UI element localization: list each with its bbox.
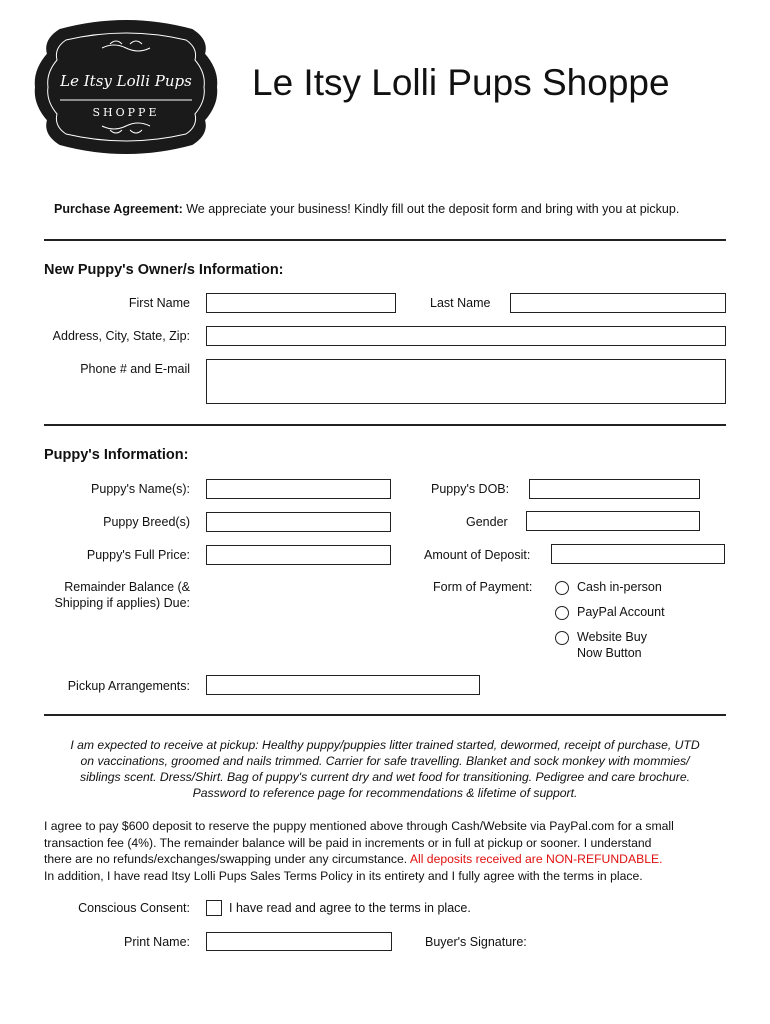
last-name-label: Last Name xyxy=(430,296,491,310)
pickup-label: Pickup Arrangements: xyxy=(67,679,190,693)
deposit-label: Amount of Deposit: xyxy=(424,548,531,562)
logo-shoppe-text: SHOPPE xyxy=(92,106,160,119)
first-name-field[interactable] xyxy=(206,293,396,313)
gender-label: Gender xyxy=(466,515,508,529)
address-field[interactable] xyxy=(206,326,726,346)
contact-field[interactable] xyxy=(206,359,726,404)
puppy-heading: Puppy's Information: xyxy=(44,447,189,463)
puppy-names-label: Puppy's Name(s): xyxy=(91,482,190,496)
print-name-field[interactable] xyxy=(206,932,392,951)
puppy-names-field[interactable] xyxy=(206,479,391,499)
agreement-line: I agree to pay $600 deposit to reserve the puppy mentioned above through Cash/Website via PayPal.com for a small xyxy=(44,819,674,833)
paypal-option-label: PayPal Account xyxy=(577,605,665,619)
paypal-radio[interactable] xyxy=(555,606,569,620)
pickup-field[interactable] xyxy=(206,675,480,695)
puppy-breed-label: Puppy Breed(s) xyxy=(103,515,190,529)
remainder-label-1: Remainder Balance (& xyxy=(64,580,190,594)
divider xyxy=(44,714,726,716)
full-price-label: Puppy's Full Price: xyxy=(86,548,190,562)
remainder-label-2: Shipping if applies) Due: xyxy=(54,596,190,610)
intro-text xyxy=(54,202,679,216)
non-refundable-warning: All deposits received are NON-REFUNDABLE. xyxy=(409,852,663,866)
page-title: Le Itsy Lolli Pups Shoppe xyxy=(252,62,670,103)
pickup-expectations xyxy=(40,737,730,801)
address-label: Address, City, State, Zip: xyxy=(52,329,190,343)
agreement-line xyxy=(44,851,734,868)
website-buy-radio[interactable] xyxy=(555,631,569,645)
puppy-breed-field[interactable] xyxy=(206,512,391,532)
shop-logo xyxy=(30,18,222,156)
expectations-line: I am expected to receive at pickup: Healthy puppy/puppies litter trained started, dewormed, receipt of purchase, UTD xyxy=(70,738,700,752)
deposit-field[interactable] xyxy=(551,544,725,564)
signature-area[interactable] xyxy=(540,930,726,950)
divider xyxy=(44,239,726,241)
owner-heading: New Puppy's Owner/s Information: xyxy=(44,262,284,278)
divider xyxy=(44,424,726,426)
expectations-line: Password to reference page for recommendations & lifetime of support. xyxy=(192,786,578,800)
website-option-label-2: Now Button xyxy=(577,646,642,660)
puppy-dob-label: Puppy's DOB: xyxy=(431,482,510,496)
gender-field[interactable] xyxy=(526,511,700,531)
expectations-line: on vaccinations, groomed and nails trimmed. Carrier for safe travelling. Blanket and sock monkey with mommies/ xyxy=(80,754,690,768)
contact-label: Phone # and E-mail xyxy=(80,362,190,376)
consent-checkbox-label: I have read and agree to the terms in place. xyxy=(229,901,471,915)
website-option-label-1: Website Buy xyxy=(577,630,647,644)
signature-label: Buyer's Signature: xyxy=(425,935,527,949)
cash-option-label: Cash in-person xyxy=(577,580,662,594)
consent-checkbox[interactable] xyxy=(206,900,222,916)
intro-body: We appreciate your business! Kindly fill out the deposit form and bring with you at pickup. xyxy=(182,202,680,216)
cash-radio[interactable] xyxy=(555,581,569,595)
agreement-line: In addition, I have read Itsy Lolli Pups Sales Terms Policy in its entirety and I fully agree with the terms in place. xyxy=(44,868,643,883)
puppy-dob-field[interactable] xyxy=(529,479,700,499)
last-name-field[interactable] xyxy=(510,293,726,313)
consent-label: Conscious Consent: xyxy=(78,901,190,915)
first-name-label: First Name xyxy=(128,296,190,310)
payment-label: Form of Payment: xyxy=(433,580,533,594)
expectations-line: siblings scent. Dress/Shirt. Bag of puppy's current dry and wet food for transitioning. Pedigree and care brochure. xyxy=(80,770,690,784)
logo-script-text: Le Itsy Lolli Pups xyxy=(60,72,192,90)
agreement-line: transaction fee (4%). The remainder balance will be paid in increments or in full at pickup or sooner. I understand xyxy=(44,835,652,850)
deposit-agreement xyxy=(44,818,734,884)
intro-bold: Purchase Agreement: xyxy=(54,202,183,216)
agreement-text: there are no refunds/exchanges/swapping under any circumstance. xyxy=(44,852,410,866)
full-price-field[interactable] xyxy=(206,545,391,565)
print-name-label: Print Name: xyxy=(124,935,190,949)
